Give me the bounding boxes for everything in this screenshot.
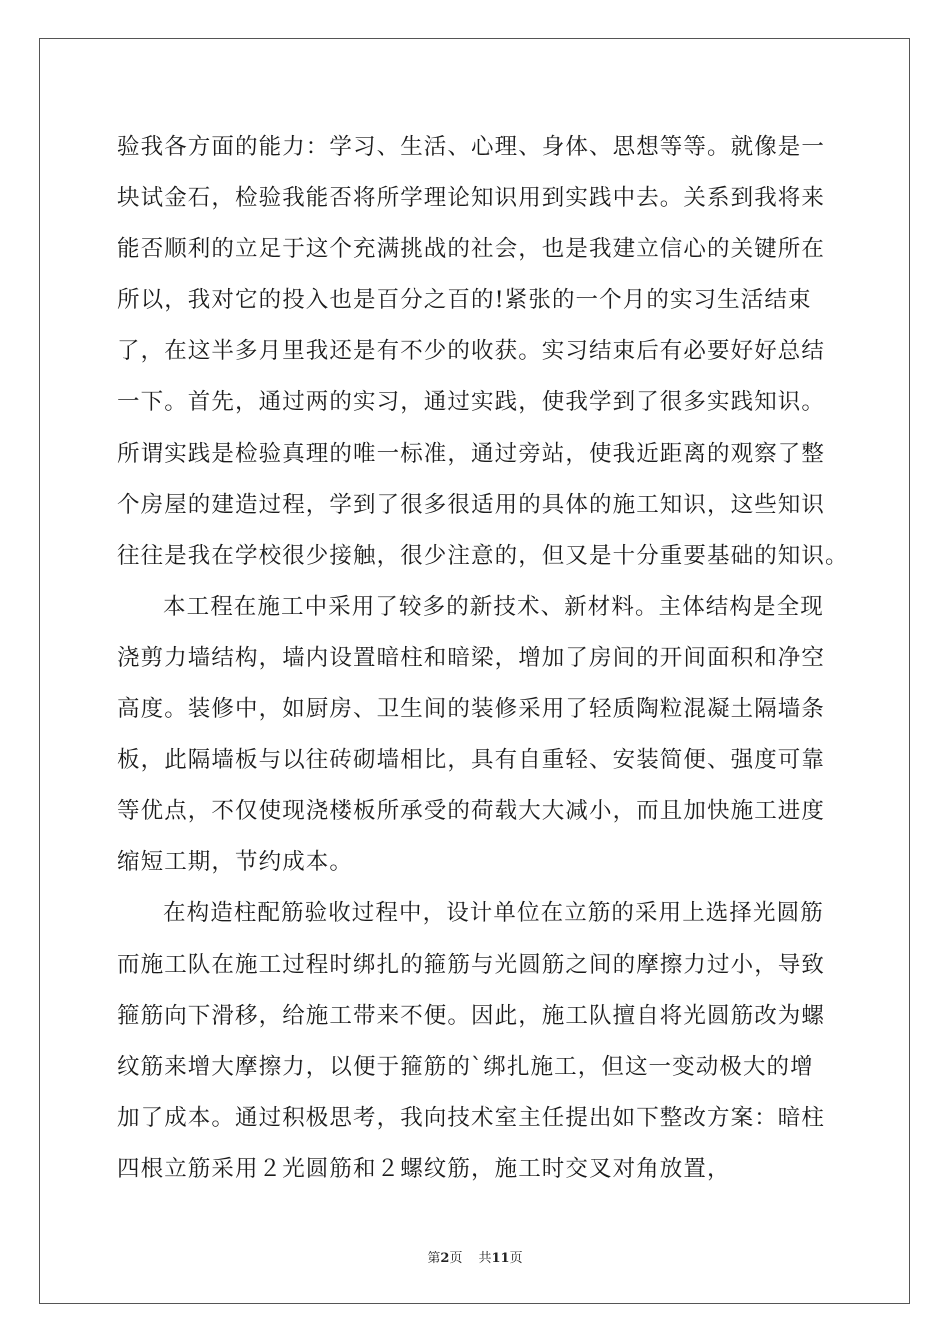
text-line: 板，此隔墙板与以往砖砌墙相比，具有自重轻、安装简便、强度可靠	[117, 747, 826, 774]
text-line: 块试金石，检验我能否将所学理论知识用到实践中去。关系到我将来	[117, 185, 826, 212]
text-line: 往往是我在学校很少接触，很少注意的，但又是十分重要基础的知识。	[117, 542, 849, 569]
text-line: 高度。装修中，如厨房、卫生间的装修采用了轻质陶粒混凝土隔墙条	[117, 696, 826, 723]
text-line: 纹筋来增大摩擦力，以便于箍筋的`绑扎施工，但这一变动极大的增	[117, 1053, 814, 1080]
text-line: 一下。首先，通过两的实习，通过实践，使我学到了很多实践知识。	[117, 389, 826, 416]
text-line: 所以，我对它的投入也是百分之百的!紧张的一个月的实习生活结束	[117, 287, 812, 314]
text-line: 而施工队在施工过程时绑扎的箍筋与光圆筋之间的摩擦力过小，导致	[117, 951, 826, 978]
page-number: 2	[440, 1251, 450, 1266]
total-prefix: 共	[478, 1251, 492, 1266]
text-line: 浇剪力墙结构，墙内设置暗柱和暗梁，增加了房间的开间面积和净空	[117, 644, 826, 671]
text-line: 箍筋向下滑移，给施工带来不便。因此，施工队擅自将光圆筋改为螺	[117, 1002, 826, 1029]
text-line: 加了成本。通过积极思考，我向技术室主任提出如下整改方案：暗柱	[117, 1104, 826, 1131]
total-suffix: 页	[509, 1251, 523, 1266]
page-prefix: 第	[427, 1251, 441, 1266]
text-line: 所谓实践是检验真理的唯一标准，通过旁站，使我近距离的观察了整	[117, 440, 826, 467]
text-line: 验我各方面的能力：学习、生活、心理、身体、思想等等。就像是一	[117, 134, 826, 160]
text-line: 缩短工期，节约成本。	[117, 849, 354, 876]
text-line: 等优点，不仅使现浇楼板所承受的荷载大大减小，而且加快施工进度	[117, 798, 826, 825]
text-line: 能否顺利的立足于这个充满挑战的社会，也是我建立信心的关键所在	[117, 236, 826, 263]
page-footer	[0, 1247, 950, 1266]
text-line: 了，在这半多月里我还是有不少的收获。实习结束后有必要好好总结	[117, 338, 826, 365]
text-line: 个房屋的建造过程，学到了很多很适用的具体的施工知识，这些知识	[117, 491, 826, 518]
total-pages: 11	[491, 1251, 510, 1266]
text-line: 四根立筋采用２光圆筋和２螺纹筋，施工时交叉对角放置，	[117, 1155, 731, 1182]
document-body	[117, 122, 849, 1195]
paragraph-first-line: 在构造柱配筋验收过程中，设计单位在立筋的采用上选择光圆筋	[163, 900, 824, 927]
page-suffix: 页	[449, 1251, 463, 1266]
paragraph-first-line: 本工程在施工中采用了较多的新技术、新材料。主体结构是全现	[163, 593, 824, 620]
